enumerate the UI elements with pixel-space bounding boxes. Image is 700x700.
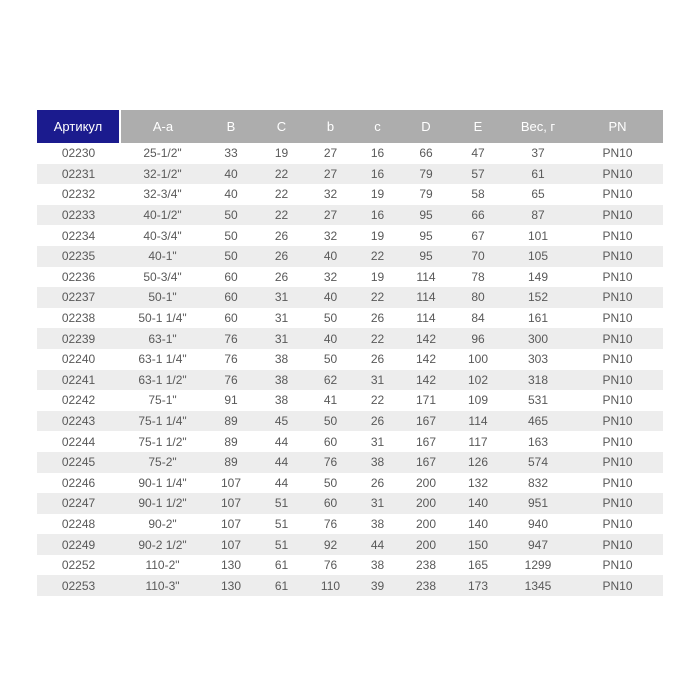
- value-cell: 22: [274, 166, 289, 181]
- article-cell: 02247: [61, 496, 96, 511]
- value-cell: 45: [274, 414, 289, 429]
- table-row: [37, 555, 663, 576]
- value-cell: 96: [471, 331, 485, 346]
- value-cell: 75-1 1/2": [138, 434, 187, 449]
- value-cell: 44: [274, 475, 289, 490]
- value-cell: PN10: [602, 414, 633, 429]
- article-cell: 02233: [61, 208, 96, 223]
- value-cell: 31: [370, 496, 385, 511]
- value-cell: 117: [468, 434, 488, 449]
- value-cell: 1345: [524, 578, 552, 593]
- value-cell: 31: [274, 290, 289, 305]
- value-cell: 26: [274, 228, 289, 243]
- value-cell: 60: [224, 311, 238, 326]
- value-cell: 40: [323, 331, 338, 346]
- value-cell: 22: [370, 331, 385, 346]
- table-row: [37, 287, 663, 308]
- value-cell: 44: [370, 537, 385, 552]
- value-cell: 40-3/4": [143, 228, 182, 243]
- value-cell: PN10: [602, 578, 633, 593]
- header-cell: c: [355, 110, 400, 143]
- value-cell: 50: [323, 311, 338, 326]
- value-cell: 110-2": [145, 558, 180, 573]
- value-cell: 92: [323, 537, 338, 552]
- value-cell: 40: [224, 166, 238, 181]
- value-cell: 318: [527, 372, 549, 387]
- table-row: [37, 246, 663, 267]
- value-cell: 110: [320, 578, 341, 593]
- value-cell: PN10: [602, 496, 633, 511]
- value-cell: 32: [323, 187, 338, 202]
- value-cell: 132: [467, 475, 489, 490]
- value-cell: 95: [419, 228, 433, 243]
- value-cell: PN10: [602, 372, 633, 387]
- value-cell: 79: [419, 187, 433, 202]
- table-header-row: [37, 110, 663, 143]
- article-cell: 02243: [61, 414, 96, 429]
- value-cell: PN10: [602, 352, 633, 367]
- value-cell: 89: [224, 434, 238, 449]
- value-cell: 63-1 1/4": [138, 352, 187, 367]
- value-cell: 51: [274, 537, 289, 552]
- article-cell: 02232: [61, 187, 96, 202]
- table-row: [37, 328, 663, 349]
- value-cell: 107: [220, 516, 242, 531]
- value-cell: 95: [419, 208, 433, 223]
- value-cell: 167: [415, 414, 437, 429]
- value-cell: 50-3/4": [143, 269, 182, 284]
- value-cell: 152: [527, 290, 549, 305]
- article-cell: 02242: [61, 393, 96, 408]
- value-cell: 114: [468, 414, 488, 429]
- header-cell: PN: [572, 110, 663, 143]
- value-cell: 31: [370, 372, 385, 387]
- value-cell: 79: [419, 166, 433, 181]
- value-cell: 19: [274, 146, 289, 161]
- value-cell: 50: [224, 228, 238, 243]
- value-cell: 22: [370, 249, 385, 264]
- value-cell: PN10: [602, 331, 633, 346]
- value-cell: 832: [527, 475, 549, 490]
- table-row: [37, 225, 663, 246]
- article-cell: 02244: [61, 434, 96, 449]
- value-cell: 80: [471, 290, 485, 305]
- article-cell: 02239: [61, 331, 96, 346]
- value-cell: 238: [415, 578, 437, 593]
- value-cell: PN10: [602, 249, 633, 264]
- value-cell: 63-1 1/2": [138, 372, 187, 387]
- article-cell: 02252: [61, 558, 96, 573]
- value-cell: 58: [471, 187, 485, 202]
- header-cell: Вес, г: [504, 110, 572, 143]
- value-cell: 26: [370, 475, 385, 490]
- value-cell: 19: [370, 187, 385, 202]
- table-row: [37, 205, 663, 226]
- value-cell: 44: [274, 434, 289, 449]
- value-cell: 27: [323, 166, 338, 181]
- value-cell: 465: [527, 414, 549, 429]
- value-cell: 161: [527, 311, 549, 326]
- value-cell: 87: [531, 208, 545, 223]
- header-cell: b: [306, 110, 355, 143]
- value-cell: PN10: [602, 311, 633, 326]
- value-cell: 165: [467, 558, 489, 573]
- value-cell: 50: [323, 414, 338, 429]
- value-cell: 70: [471, 249, 485, 264]
- value-cell: 50: [224, 249, 238, 264]
- header-cell-article: Артикул: [37, 110, 120, 143]
- value-cell: 33: [224, 146, 238, 161]
- value-cell: 101: [527, 228, 549, 243]
- value-cell: 26: [274, 249, 289, 264]
- table-row: [37, 452, 663, 473]
- value-cell: 26: [370, 311, 385, 326]
- value-cell: 107: [220, 475, 242, 490]
- value-cell: 47: [471, 146, 485, 161]
- header-cell: E: [452, 110, 504, 143]
- value-cell: 173: [467, 578, 489, 593]
- value-cell: PN10: [602, 187, 633, 202]
- value-cell: 130: [220, 558, 242, 573]
- value-cell: 26: [370, 414, 385, 429]
- value-cell: 90-2 1/2": [138, 537, 187, 552]
- value-cell: 22: [274, 187, 289, 202]
- value-cell: 38: [274, 372, 289, 387]
- header-cell: B: [205, 110, 257, 143]
- value-cell: 89: [224, 414, 238, 429]
- value-cell: 531: [527, 393, 549, 408]
- value-cell: 32-3/4": [143, 187, 182, 202]
- value-cell: 27: [323, 146, 338, 161]
- value-cell: 61: [531, 166, 545, 181]
- value-cell: PN10: [602, 475, 633, 490]
- value-cell: PN10: [602, 269, 633, 284]
- value-cell: 51: [274, 516, 289, 531]
- value-cell: 22: [370, 393, 385, 408]
- value-cell: 951: [527, 496, 549, 511]
- article-cell: 02241: [61, 372, 96, 387]
- value-cell: 75-1 1/4": [138, 414, 187, 429]
- value-cell: 39: [370, 578, 385, 593]
- header-cell: A-a: [120, 110, 205, 143]
- value-cell: PN10: [602, 166, 633, 181]
- value-cell: 19: [370, 228, 385, 243]
- value-cell: 67: [471, 228, 485, 243]
- value-cell: 140: [467, 516, 489, 531]
- value-cell: PN10: [602, 434, 633, 449]
- value-cell: 105: [527, 249, 549, 264]
- header-cell: D: [400, 110, 452, 143]
- value-cell: PN10: [602, 228, 633, 243]
- table-row: [37, 184, 663, 205]
- article-cell: 02246: [61, 475, 96, 490]
- value-cell: 142: [415, 372, 437, 387]
- value-cell: 90-1 1/4": [138, 475, 187, 490]
- article-cell: 02230: [61, 146, 96, 161]
- value-cell: 107: [220, 496, 242, 511]
- value-cell: 41: [323, 393, 338, 408]
- table-row: [37, 308, 663, 329]
- table-row: [37, 267, 663, 288]
- article-cell: 02240: [61, 352, 96, 367]
- value-cell: 114: [416, 269, 436, 284]
- table-row: [37, 164, 663, 185]
- article-cell: 02236: [61, 269, 96, 284]
- table-row: [37, 534, 663, 555]
- article-cell: 02237: [61, 290, 96, 305]
- table-row: [37, 349, 663, 370]
- value-cell: 31: [370, 434, 385, 449]
- value-cell: 107: [220, 537, 242, 552]
- value-cell: 75-2": [148, 455, 177, 470]
- value-cell: 31: [274, 311, 289, 326]
- value-cell: 40: [323, 249, 338, 264]
- value-cell: 16: [370, 208, 385, 223]
- value-cell: PN10: [602, 537, 633, 552]
- value-cell: 109: [467, 393, 489, 408]
- value-cell: 32-1/2": [143, 166, 182, 181]
- table-row: [37, 575, 663, 596]
- value-cell: 25-1/2": [143, 146, 182, 161]
- value-cell: 60: [323, 434, 338, 449]
- article-cell: 02234: [61, 228, 96, 243]
- value-cell: 66: [419, 146, 433, 161]
- header-cell: C: [257, 110, 306, 143]
- value-cell: 75-1": [148, 393, 177, 408]
- value-cell: 126: [467, 455, 489, 470]
- value-cell: 40-1/2": [143, 208, 182, 223]
- value-cell: 44: [274, 455, 289, 470]
- value-cell: 65: [531, 187, 545, 202]
- value-cell: 40: [224, 187, 238, 202]
- value-cell: 50-1": [148, 290, 177, 305]
- value-cell: 26: [274, 269, 289, 284]
- value-cell: PN10: [602, 558, 633, 573]
- value-cell: 150: [467, 537, 489, 552]
- value-cell: 1299: [524, 558, 552, 573]
- value-cell: 140: [467, 496, 489, 511]
- value-cell: 16: [370, 166, 385, 181]
- value-cell: 947: [527, 537, 549, 552]
- value-cell: 76: [224, 331, 238, 346]
- value-cell: 62: [323, 372, 338, 387]
- value-cell: 63-1": [148, 331, 177, 346]
- value-cell: 40: [323, 290, 338, 305]
- value-cell: 22: [274, 208, 289, 223]
- table-row: [37, 370, 663, 391]
- value-cell: 238: [415, 558, 437, 573]
- value-cell: 167: [415, 434, 437, 449]
- value-cell: 38: [274, 393, 289, 408]
- value-cell: 90-2": [148, 516, 177, 531]
- spec-table: [37, 110, 663, 596]
- value-cell: 50: [323, 352, 338, 367]
- value-cell: 50: [323, 475, 338, 490]
- article-cell: 02253: [61, 578, 96, 593]
- value-cell: 38: [370, 558, 385, 573]
- value-cell: 142: [415, 331, 437, 346]
- value-cell: 60: [323, 496, 338, 511]
- value-cell: 102: [467, 372, 489, 387]
- value-cell: 76: [323, 558, 338, 573]
- value-cell: 76: [323, 516, 338, 531]
- value-cell: 27: [323, 208, 338, 223]
- table-body: [37, 143, 663, 596]
- value-cell: 114: [416, 290, 436, 305]
- value-cell: PN10: [602, 393, 633, 408]
- article-cell: 02238: [61, 311, 96, 326]
- value-cell: 200: [415, 516, 437, 531]
- value-cell: 89: [224, 455, 238, 470]
- value-cell: 200: [415, 496, 437, 511]
- value-cell: PN10: [602, 455, 633, 470]
- value-cell: 31: [274, 331, 289, 346]
- value-cell: 114: [416, 311, 436, 326]
- value-cell: 38: [370, 455, 385, 470]
- article-cell: 02231: [61, 166, 96, 181]
- value-cell: 50: [224, 208, 238, 223]
- value-cell: 51: [274, 496, 289, 511]
- value-cell: 84: [471, 311, 485, 326]
- article-cell: 02248: [61, 516, 96, 531]
- value-cell: 90-1 1/2": [138, 496, 187, 511]
- value-cell: PN10: [602, 146, 633, 161]
- value-cell: 32: [323, 269, 338, 284]
- value-cell: 61: [274, 578, 289, 593]
- value-cell: 66: [471, 208, 485, 223]
- table-row: [37, 514, 663, 535]
- value-cell: 300: [527, 331, 549, 346]
- value-cell: 303: [527, 352, 549, 367]
- table-row: [37, 143, 663, 164]
- value-cell: 142: [415, 352, 437, 367]
- value-cell: 110-3": [145, 578, 180, 593]
- value-cell: 149: [527, 269, 549, 284]
- table-row: [37, 493, 663, 514]
- value-cell: 50-1 1/4": [138, 311, 187, 326]
- value-cell: 61: [274, 558, 289, 573]
- value-cell: PN10: [602, 290, 633, 305]
- value-cell: 940: [527, 516, 549, 531]
- table-row: [37, 390, 663, 411]
- value-cell: 78: [471, 269, 485, 284]
- value-cell: 95: [419, 249, 433, 264]
- value-cell: 19: [370, 269, 385, 284]
- article-cell: 02235: [61, 249, 96, 264]
- value-cell: 130: [220, 578, 242, 593]
- value-cell: 200: [415, 475, 437, 490]
- value-cell: 57: [471, 166, 485, 181]
- value-cell: PN10: [602, 516, 633, 531]
- value-cell: 76: [224, 372, 238, 387]
- value-cell: 76: [323, 455, 338, 470]
- value-cell: 16: [370, 146, 385, 161]
- value-cell: 40-1": [148, 249, 177, 264]
- value-cell: 22: [370, 290, 385, 305]
- table-row: [37, 431, 663, 452]
- value-cell: 163: [527, 434, 549, 449]
- table-row: [37, 473, 663, 494]
- value-cell: 171: [415, 393, 437, 408]
- table-row: [37, 411, 663, 432]
- value-cell: 100: [467, 352, 489, 367]
- value-cell: 37: [531, 146, 545, 161]
- value-cell: 60: [224, 269, 238, 284]
- value-cell: 60: [224, 290, 238, 305]
- value-cell: 26: [370, 352, 385, 367]
- value-cell: 76: [224, 352, 238, 367]
- value-cell: PN10: [602, 208, 633, 223]
- value-cell: 91: [224, 393, 238, 408]
- value-cell: 200: [415, 537, 437, 552]
- value-cell: 38: [274, 352, 289, 367]
- value-cell: 38: [370, 516, 385, 531]
- value-cell: 574: [527, 455, 549, 470]
- article-cell: 02249: [61, 537, 96, 552]
- value-cell: 32: [323, 228, 338, 243]
- value-cell: 167: [415, 455, 437, 470]
- article-cell: 02245: [61, 455, 96, 470]
